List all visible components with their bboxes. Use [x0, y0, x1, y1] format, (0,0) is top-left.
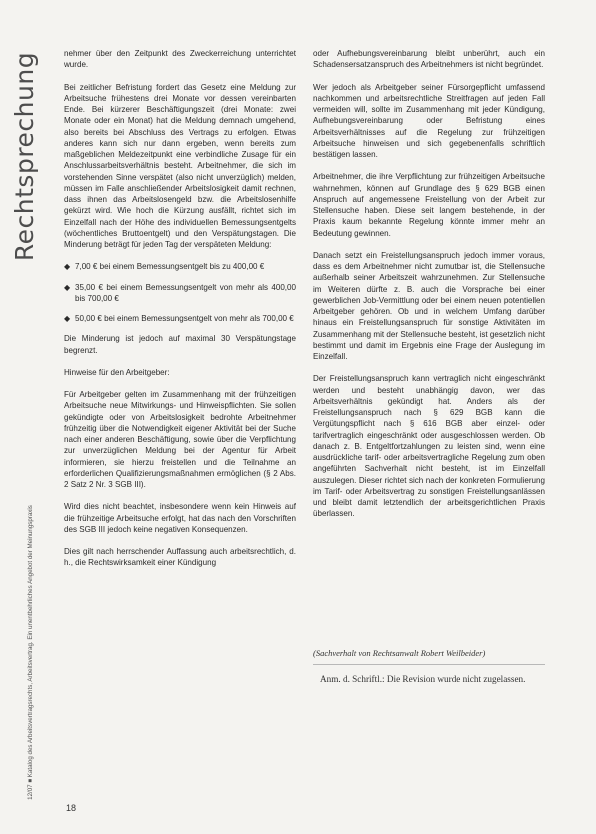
list-item: [64, 282, 296, 305]
paragraph: oder Aufhebungsvereinbarung bleibt unberührt, auch ein Schadensersatzanspruch des Arbeitnehmers ist nicht begründet.: [313, 49, 545, 70]
list-item: [64, 313, 296, 324]
section-title-text: Rechtsprechung: [10, 51, 40, 261]
paragraph: Bei zeitlicher Befristung fordert das Gesetz eine Meldung zur Arbeitsuche frühestens drei Monate vor dessen vereinbarten Ende. Bei kürzerer Beschäftigungszeit (drei Monate: zwei Monate oder ein Monat) hat die Meldung demnach umgehend, also bereits bei Abschluss des Vertrags zu erfolgen. Etwas anderes kann sich nur dann ergeben, wenn bereits zum maßgeblichen Meldezeitpunkt eine verbindliche Zusage für ein Anschlussarbeitsverhältnis besteht. Arbeitnehmer, die sich im vorstehenden Sinne verspätet (also nicht unverzüglich) melden, müssen im Falle anschließender Arbeitslosigkeit damit rechnen, dass ihnen das Arbeitslosengeld bzw. die Arbeitslosenhilfe gekürzt wird. Wie hoch die Kürzung ausfällt, richtet sich im Einzelfall nach der Höhe des individuellen Bemessungsentgelts (wöchentliches Bruttoentgelt) und den Verspätungstagen. Die Minderung beträgt für jeden Tag der verspäteten Meldung:: [64, 82, 296, 249]
penalty-list: [64, 261, 296, 324]
list-item-text: 50,00 € bei einem Bemessungsentgelt von mehr als 700,00 €: [75, 314, 294, 323]
editor-note-label: Anm. d. Schriftl.:: [320, 674, 385, 684]
bullet-icon: ◆: [64, 262, 71, 272]
side-note: [22, 497, 38, 807]
bullet-icon: ◆: [64, 314, 71, 323]
side-note-text: 12/07 ■ Katalog des Arbeitsvertragsrechts, Arbeitsvertrag. Ein unentbehrliches Angebot der Meinungspraxis: [26, 504, 34, 800]
paragraph: Wird dies nicht beachtet, insbesondere wenn kein Hinweis auf die frühzeitige Arbeitsuche erfolgt, hat das nach den Vorschriften des SGB III jedoch keine negativen Konsequenzen.: [64, 502, 296, 534]
source-attribution: (Sachverhalt von Rechtsanwalt Robert Weilbeider): [313, 648, 486, 658]
paragraph: Arbeitnehmer, die ihre Verpflichtung zur frühzeitigen Arbeitsuche wahrnehmen, können auf Grundlage des § 629 BGB einen Anspruch auf angemessene Freistellung von der Arbeit zur Stellensuche haben. Diese seit langem bestehende, in der Praxis kaum bekannte Regelung könnte immer mehr an Bedeutung gewinnen.: [313, 172, 545, 238]
paragraph: Dies gilt nach herrschender Auffassung auch arbeitsrechtlich, d. h., die Rechtswirksamkeit einer Kündigung: [64, 547, 296, 568]
editor-note: [320, 673, 530, 685]
paragraph: Der Freistellungsanspruch kann vertraglich nicht eingeschränkt werden und besteht unabhängig davon, wer das Arbeitsverhältnis gekündigt hat. Anders als der Freistellungsanspruch nach § 629 BGB kann die Vergütungspflicht nach § 616 BGB aber einzel- oder tarifvertraglich eingeschränkt oder ausgeschlossen werden. Ob danach z. B. Entgeltfortzahlungen zu leisten sind, wenn eine ausdrückliche tarif- oder arbeitsvertragliche Regelung zum oben angeführten Sachverhalt nicht besteht, ist im Einzelfall auszulegen. Dieser richtet sich nach der konkreten Formulierung im Tarif- oder Arbeitsvertrag zu sonstigen Freistellungsanlässen und bleibt damit letztendlich der arbeitsgerichtlichen Praxis überlassen.: [313, 374, 545, 519]
right-column: [313, 48, 545, 531]
section-title: [0, 51, 50, 261]
bullet-icon: ◆: [64, 282, 71, 292]
list-item-text: 7,00 € bei einem Bemessungsentgelt bis zu 400,00 €: [75, 262, 265, 272]
paragraph: Die Minderung ist jedoch auf maximal 30 Verspätungstage begrenzt.: [64, 334, 296, 355]
left-column: [64, 48, 296, 580]
paragraph: Danach setzt ein Freistellungsanspruch jedoch immer voraus, dass es dem Arbeitnehmer nicht zumutbar ist, die Stellensuche außerhalb seiner Arbeitszeit wahrzunehmen. Zur Stellensuche im Weiteren dürfte z. B. auch die Vorsprache bei einer gewerblichen Job-Vermittlung oder bei einem neuen potentiellen Arbeitgeber gehören. Ob und in welchem Umfang darüber hinaus ein Freistellungsanspruch für sonstige Aktivitäten im Zusammenhang mit der Stellensuche besteht, ist gesetzlich nicht bestimmt und damit im Ergebnis eine Frage der Auslegung im Einzelfall.: [313, 250, 545, 361]
editor-note-text: Die Revision wurde nicht zugelassen.: [386, 674, 526, 684]
paragraph: nehmer über den Zeitpunkt des Zweckerreichung unterrichtet wurde.: [64, 49, 296, 70]
list-item-text: 35,00 € bei einem Bemessungsentgelt von mehr als 400,00 bis 700,00 €: [75, 282, 296, 303]
paragraph: Wer jedoch als Arbeitgeber seiner Fürsorgepflicht umfassend nachkommen und arbeitsrechtliche Streitfragen auf jeden Fall vermeiden will, sollte im Zusammenhang mit jeder Kündigung, Aufhebungsvereinbarung oder Befristung eines Arbeitsverhältnisses auf die Regelung zur frühzeitigen Arbeitsuche hinweisen und sich gegebenenfalls schriftlich bestätigen lassen.: [313, 82, 545, 159]
paragraph: Für Arbeitgeber gelten im Zusammenhang mit der frühzeitigen Arbeitsuche neue Mitwirkungs- und Hinweispflichten. Sie sollen gekündigte oder von Arbeitslosigkeit bedrohte Arbeitnehmer frühzeitig über die Notwendigkeit eigener Aktivität bei der Suche nach einer anderen Beschäftigung, sowie über die Verpflichtung zur unverzüglichen Meldung bei der Agentur für Arbeit informieren, sie hierzu freistellen und die Teilnahme an erforderlichen Qualifizierungsmaßnahmen ermöglichen (§ 2 Abs. 2 Satz 2 Nr. 3 SGB III).: [64, 390, 296, 489]
page-number: 18: [66, 803, 77, 813]
subheading: Hinweise für den Arbeitgeber:: [64, 367, 170, 377]
list-item: [64, 261, 296, 272]
divider: [313, 664, 545, 665]
